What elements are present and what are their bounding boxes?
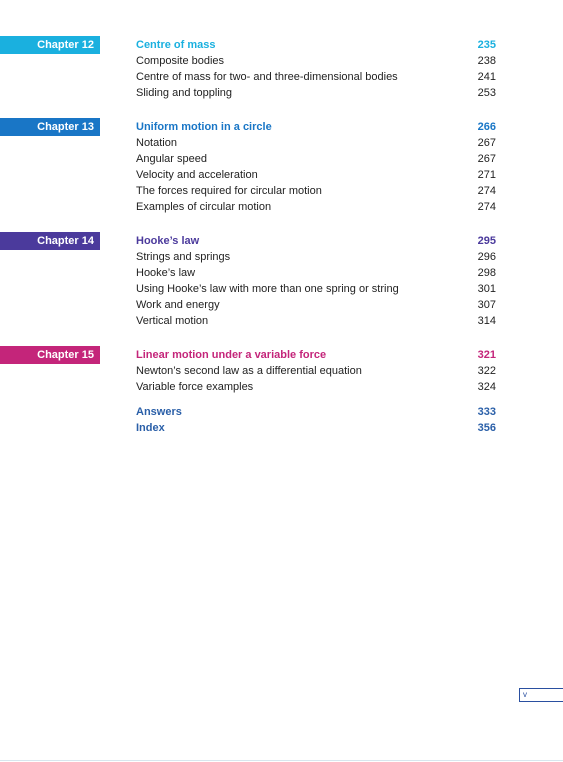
toc-page: 356: [477, 422, 496, 434]
toc-entry[interactable]: [136, 363, 496, 379]
toc-page: 271: [477, 169, 496, 181]
toc-entry[interactable]: [136, 313, 496, 329]
toc-page: 296: [477, 251, 496, 263]
corner-mark-glyph: v: [523, 690, 527, 699]
toc-page: 295: [477, 235, 496, 247]
toc-page: 314: [477, 315, 496, 327]
toc-page: 241: [477, 71, 496, 83]
toc-entry[interactable]: [136, 135, 496, 151]
toc-page: 253: [477, 87, 496, 99]
toc-entry[interactable]: [136, 249, 496, 265]
chapter-13-heading[interactable]: [136, 119, 496, 135]
toc-page: 235: [477, 39, 496, 51]
chapter-12-heading[interactable]: [136, 37, 496, 53]
toc-page: 267: [477, 153, 496, 165]
toc-title: Linear motion under a variable force: [136, 349, 327, 361]
chapter-15-heading[interactable]: [136, 347, 496, 363]
toc-page: 321: [477, 349, 496, 361]
toc-page: 267: [477, 137, 496, 149]
toc-page: 307: [477, 299, 496, 311]
toc-entry[interactable]: [136, 199, 496, 215]
toc-page: 274: [477, 185, 496, 197]
toc-entry[interactable]: [136, 151, 496, 167]
bottom-divider: [0, 760, 563, 761]
toc-title: The forces required for circular motion: [136, 185, 322, 197]
toc-page: 322: [477, 365, 496, 377]
toc-title: Notation: [136, 137, 177, 149]
toc-title: Using Hooke’s law with more than one spring or string: [136, 283, 399, 295]
toc-page: 238: [477, 55, 496, 67]
toc-title: Velocity and acceleration: [136, 169, 258, 181]
toc-title: Examples of circular motion: [136, 201, 272, 213]
toc-page: 324: [477, 381, 496, 393]
toc-title: Index: [136, 422, 165, 434]
toc-entry[interactable]: [136, 281, 496, 297]
toc-entry[interactable]: [136, 265, 496, 281]
toc-page: 266: [477, 121, 496, 133]
toc-entry[interactable]: [136, 183, 496, 199]
toc-title: Angular speed: [136, 153, 207, 165]
toc-entry[interactable]: [136, 69, 496, 85]
index-link[interactable]: [136, 420, 496, 436]
page-corner-marker: [519, 688, 563, 702]
toc-title: Sliding and toppling: [136, 87, 233, 99]
chapter-12-tab[interactable]: Chapter 12: [0, 36, 100, 54]
toc-entry[interactable]: [136, 53, 496, 69]
toc-entry[interactable]: [136, 297, 496, 313]
toc-title: Strings and springs: [136, 251, 231, 263]
toc-page: 333: [477, 406, 496, 418]
toc-title: Vertical motion: [136, 315, 209, 327]
toc-title: Centre of mass for two- and three-dimensional bodies: [136, 71, 398, 83]
toc-title: Variable force examples: [136, 381, 254, 393]
toc-title: Answers: [136, 406, 182, 418]
toc-title: Uniform motion in a circle: [136, 121, 272, 133]
toc-title: Composite bodies: [136, 55, 225, 67]
toc-entry[interactable]: [136, 167, 496, 183]
chapter-13-tab[interactable]: Chapter 13: [0, 118, 100, 136]
chapter-14-heading[interactable]: [136, 233, 496, 249]
toc-title: Work and energy: [136, 299, 220, 311]
toc-title: Newton’s second law as a differential equation: [136, 365, 362, 377]
toc-title: Hooke’s law: [136, 267, 196, 279]
toc-entry[interactable]: [136, 85, 496, 101]
toc-entry[interactable]: [136, 379, 496, 395]
toc-title: Hooke’s law: [136, 235, 200, 247]
toc-page: 301: [477, 283, 496, 295]
answers-link[interactable]: [136, 404, 496, 420]
toc-title: Centre of mass: [136, 39, 216, 51]
toc-page: 298: [477, 267, 496, 279]
chapter-15-tab[interactable]: Chapter 15: [0, 346, 100, 364]
toc-page: 274: [477, 201, 496, 213]
chapter-14-tab[interactable]: Chapter 14: [0, 232, 100, 250]
